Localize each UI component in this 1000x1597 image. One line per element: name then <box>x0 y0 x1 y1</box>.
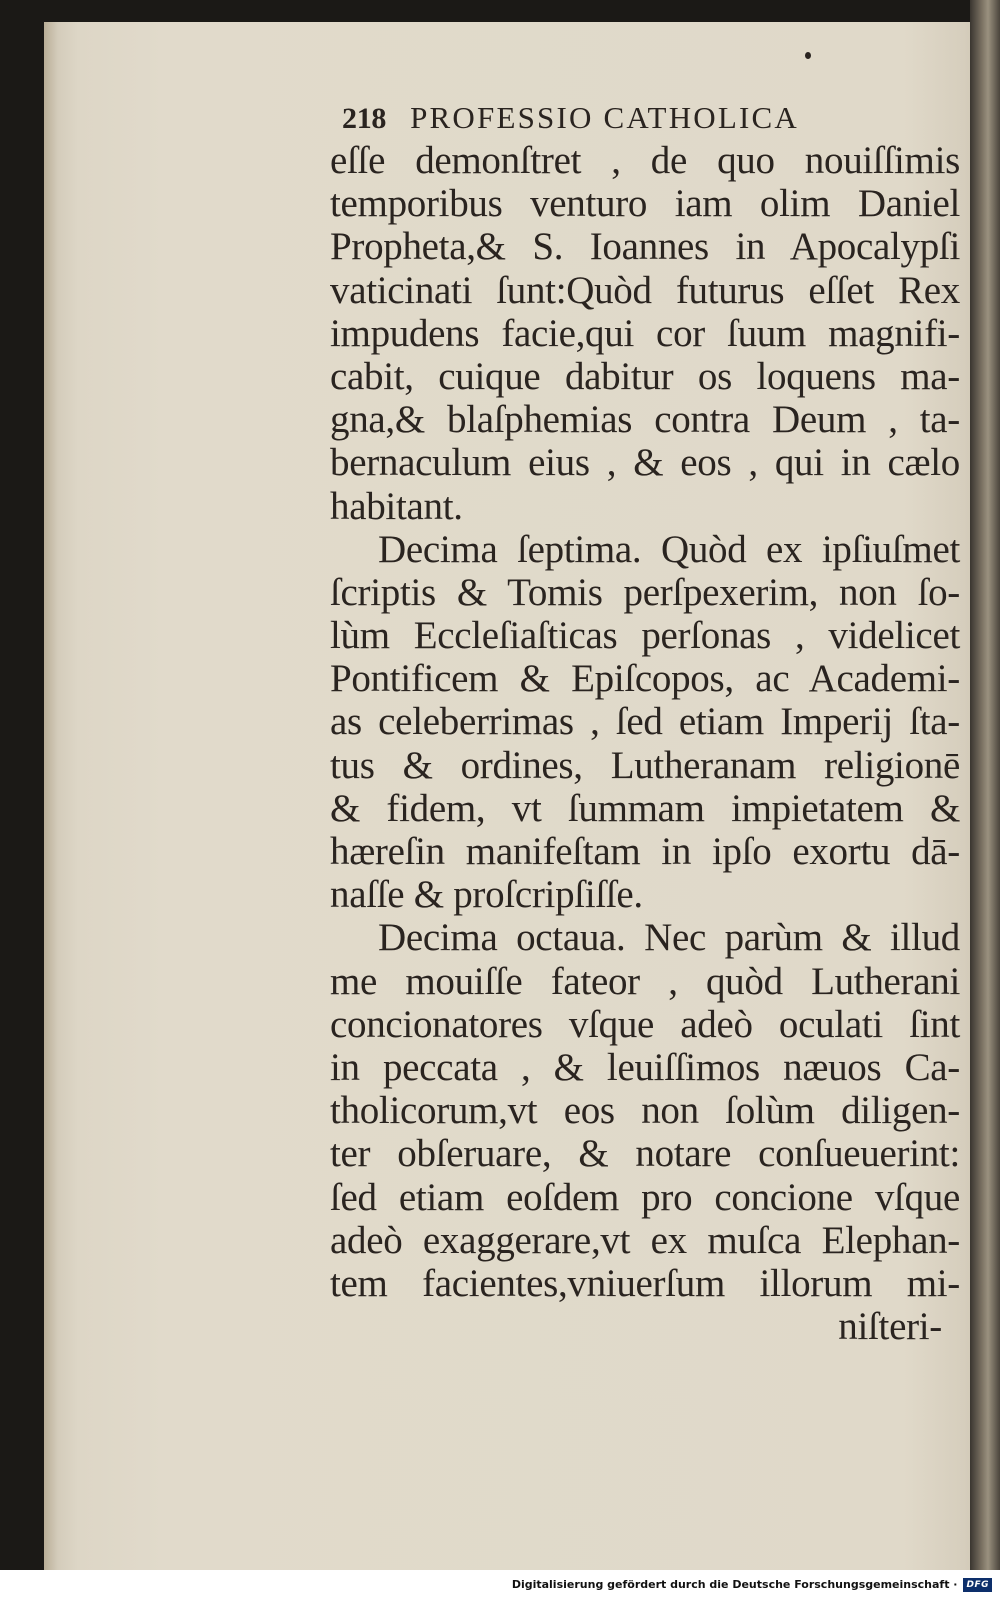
text-line: impudens facie,qui cor ſuum magnifi- <box>330 311 960 355</box>
dfg-logo: DFG <box>963 1578 992 1592</box>
text-line: cabit, cuique dabitur os loquens ma- <box>330 354 960 398</box>
ink-dot <box>805 52 811 59</box>
text-line: Propheta,& S. Ioannes in Apocalypſi <box>330 225 960 269</box>
text-line: lùm Eccleſiaſticas perſonas , videlicet <box>330 614 960 658</box>
text-line: gna,& blaſphemias contra Deum , ta- <box>330 398 960 442</box>
text-line: Decima ſeptima. Quòd ex ipſiuſmet <box>378 527 960 571</box>
digitization-footer <box>0 1572 1000 1597</box>
text-line: tholicorum,vt eos non ſolùm diligen- <box>330 1089 960 1133</box>
page-text-block <box>330 96 960 1348</box>
text-line: in peccata , & leuiſſimos næuos Ca- <box>330 1045 960 1089</box>
catchword: niſteri- <box>838 1305 942 1349</box>
text-line: habitant. <box>330 484 463 528</box>
book-fore-edge <box>970 0 1000 1570</box>
text-line: ſcriptis & Tomis perſpexerim, non ſo- <box>330 570 960 614</box>
text-line: tus & ordines, Lutheranam religionē <box>330 743 960 787</box>
text-line: naſſe & proſcripſiſſe. <box>330 873 643 917</box>
text-line: bernaculum eius , & eos , qui in cælo <box>330 441 960 485</box>
funding-note: Digitalisierung gefördert durch die Deutsche Forschungsgemeinschaft · <box>511 1578 958 1591</box>
text-line: adeò exaggerare,vt ex muſca Elephan- <box>330 1218 960 1262</box>
text-line: vaticinati ſunt:Quòd futurus eſſet Rex <box>330 268 960 312</box>
running-head-title: PROFESSIO CATHOLICA <box>410 100 799 135</box>
text-line: & fidem, vt ſummam impietatem & <box>330 786 960 830</box>
text-line: temporibus venturo iam olim Daniel <box>330 182 960 226</box>
page-number: 218 <box>342 102 387 135</box>
text-line: me mouiſſe fateor , quòd Lutherani <box>330 959 960 1003</box>
running-head <box>342 96 960 139</box>
text-line: as celeberrimas , ſed etiam Imperij ſta- <box>330 700 960 744</box>
text-line: ter obſeruare, & notare conſueuerint: <box>330 1132 960 1176</box>
text-line: tem facientes,vniuerſum illorum mi- <box>330 1261 960 1305</box>
text-line: eſſe demonſtret , de quo nouiſſimis <box>330 139 960 182</box>
text-line: concionatores vſque adeò oculati ſint <box>330 1002 960 1046</box>
text-line: Decima octaua. Nec parùm & illud <box>378 916 960 960</box>
text-line: Pontificem & Epiſcopos, ac Academi- <box>330 657 960 701</box>
text-line: ſed etiam eoſdem pro concione vſque <box>330 1175 960 1219</box>
text-line: hæreſin manifeſtam in ipſo exortu dā- <box>330 830 960 873</box>
